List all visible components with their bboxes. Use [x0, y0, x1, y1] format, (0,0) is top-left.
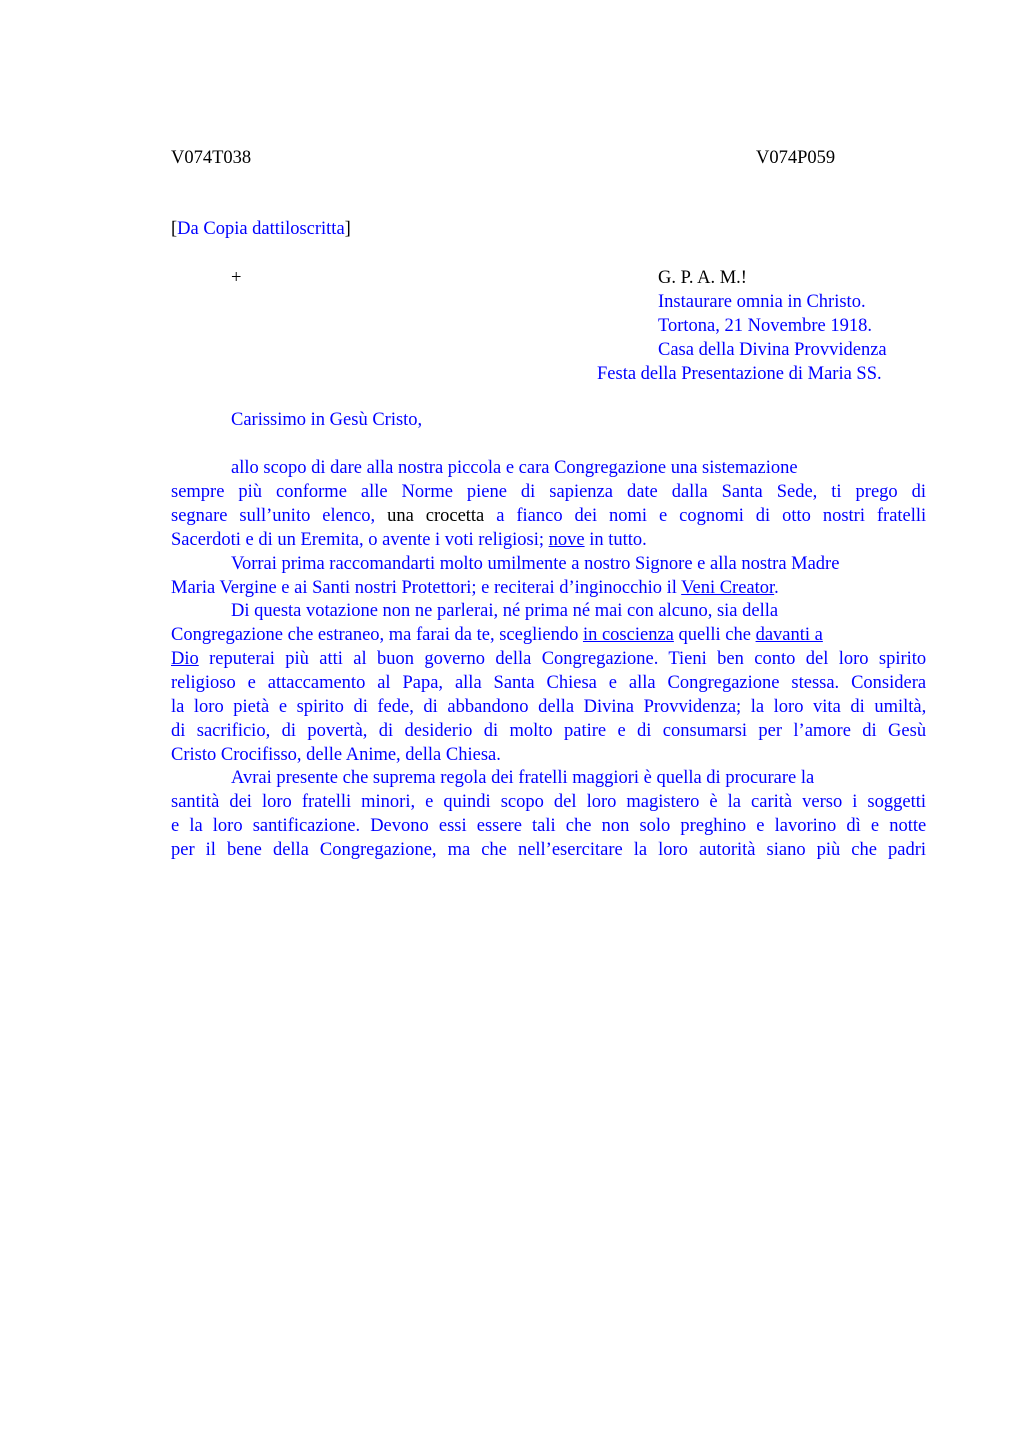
- paragraph-3-line: Congregazione che estraneo, ma farai da te, scegliendo in coscienza quelli che davanti a: [171, 625, 823, 645]
- paragraph-2-line: Vorrai prima raccomandarti molto umilmente a nostro Signore e alla nostra Madre: [231, 554, 840, 574]
- paragraph-4-line: e la loro santificazione. Devono essi essere tali che non solo preghino e lavorino dì e notte: [171, 816, 927, 836]
- source-note-text: Da Copia dattiloscritta: [177, 219, 345, 239]
- heading-feast: Festa della Presentazione di Maria SS.: [597, 364, 882, 384]
- document-code-left: V074T038: [171, 148, 252, 168]
- paragraph-1-line: Sacerdoti e di un Eremita, o avente i voti religiosi; nove in tutto.: [171, 530, 647, 550]
- paragraph-1-line: allo scopo di dare alla nostra piccola e cara Congregazione una sistemazione: [231, 458, 798, 478]
- paragraph-3-line: Dio reputerai più atti al buon governo della Congregazione. Tieni ben conto del loro spirito: [171, 649, 927, 669]
- source-note-open-bracket: [: [171, 219, 178, 239]
- heading-place-date: Tortona, 21 Novembre 1918.: [658, 316, 872, 336]
- heading-institution: Casa della Divina Provvidenza: [658, 340, 887, 360]
- paragraph-4-line: Avrai presente che suprema regola dei fratelli maggiori è quella di procurare la: [231, 768, 815, 788]
- underlined-davanti-a: davanti a: [755, 625, 823, 645]
- heading-motto-initials: G. P. A. M.!: [658, 268, 747, 288]
- paragraph-3-line: Cristo Crocifisso, delle Anime, della Chiesa.: [171, 745, 501, 765]
- paragraph-2-line: Maria Vergine e ai Santi nostri Protettori; e reciterai d’inginocchio il Veni Creator.: [171, 578, 779, 598]
- source-note-close-bracket: ]: [344, 219, 351, 239]
- paragraph-4-line: santità dei loro fratelli minori, e quindi scopo del loro magistero è la carità verso i soggetti: [171, 792, 927, 812]
- salutation: Carissimo in Gesù Cristo,: [231, 410, 423, 430]
- paragraph-3-line: di sacrificio, di povertà, di desiderio di molto patire e di consumarsi per l’amore di Gesù: [171, 721, 927, 741]
- paragraph-3-line: la loro pietà e spirito di fede, di abbandono della Divina Provvidenza; la loro vita di umiltà,: [171, 697, 927, 717]
- paragraph-4-line: per il bene della Congregazione, ma che nell’esercitare la loro autorità siano più che padri: [171, 840, 927, 860]
- cross-symbol: +: [231, 268, 242, 288]
- paragraph-3-line: religioso e attaccamento al Papa, alla Santa Chiesa e alla Congregazione stessa. Considera: [171, 673, 927, 693]
- document-code-right: V074P059: [756, 148, 836, 168]
- underlined-nove: nove: [548, 530, 585, 550]
- paragraph-1-line: segnare sull’unito elenco, una crocetta a fianco dei nomi e cognomi di otto nostri fratelli: [171, 506, 927, 526]
- underlined-veni-creator: Veni Creator: [681, 578, 775, 598]
- heading-motto: Instaurare omnia in Christo.: [658, 292, 866, 312]
- underlined-in-coscienza: in coscienza: [582, 625, 674, 645]
- paragraph-1-line: sempre più conforme alle Norme piene di sapienza date dalla Santa Sede, ti prego di: [171, 482, 927, 502]
- paragraph-3-line: Di questa votazione non ne parlerai, né prima né mai con alcuno, sia della: [231, 601, 779, 621]
- source-note: [171, 217, 351, 241]
